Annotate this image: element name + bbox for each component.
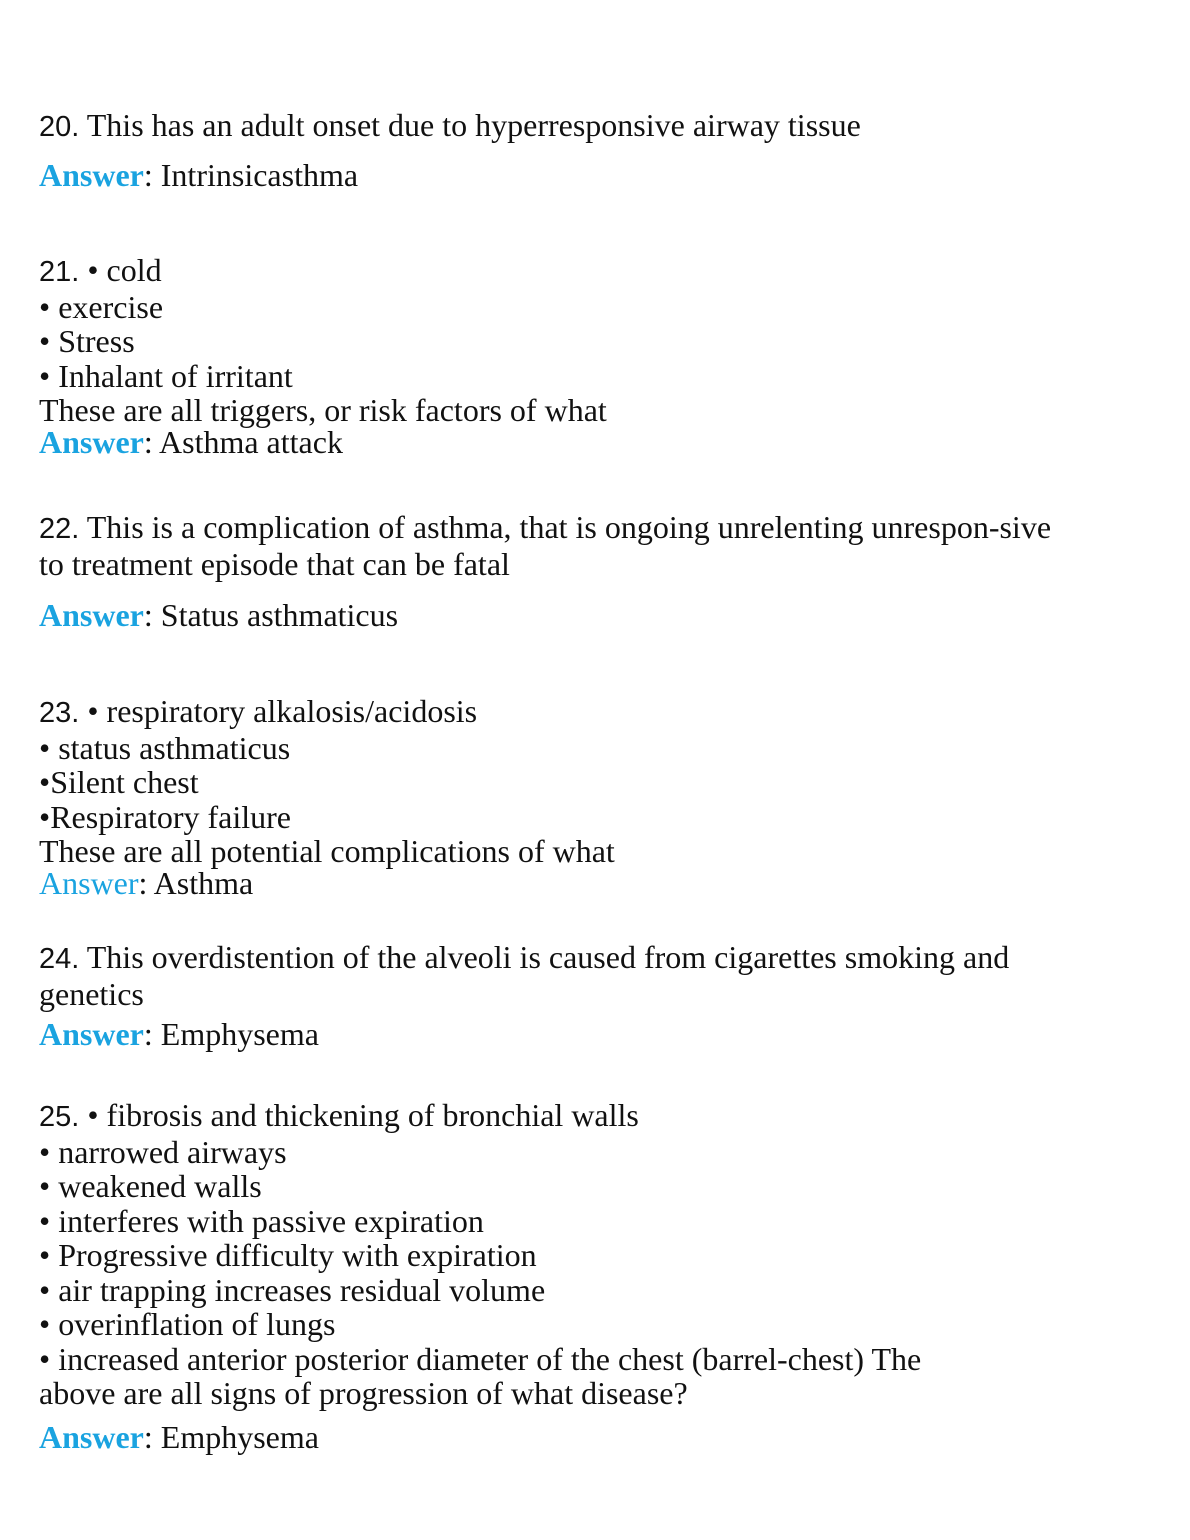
question-line: These are all potential complications of what xyxy=(39,833,615,869)
question-22 xyxy=(39,510,1159,581)
question-line: • air trapping increases residual volume xyxy=(39,1271,546,1308)
question-line xyxy=(39,253,1159,290)
question-line: •Silent chest xyxy=(39,764,199,800)
question-line xyxy=(39,694,1159,731)
answer-label: Answer xyxy=(39,1016,144,1052)
answer-text: : Status asthmaticus xyxy=(143,597,399,633)
question-number: 25. xyxy=(39,1101,80,1133)
question-line xyxy=(39,1098,1159,1135)
question-line: • increased anterior posterior diameter of the chest (barrel-chest) The xyxy=(39,1340,922,1377)
question-text: This has an adult onset due to hyperresponsive airway tissue xyxy=(86,107,861,143)
question-line: • Progressive difficulty with expiration xyxy=(39,1237,537,1273)
answer-text: : Asthma attack xyxy=(143,424,343,460)
question-line: above are all signs of progression of what disease? xyxy=(39,1375,688,1411)
question-line: • Inhalant of irritant xyxy=(39,357,293,394)
question-line: These are all triggers, or risk factors of what xyxy=(39,392,607,428)
question-line: to treatment episode that can be fatal xyxy=(39,545,510,582)
answer-label: Answer xyxy=(39,424,144,460)
answer-text: : Intrinsicasthma xyxy=(143,157,359,193)
question-line: •Respiratory failure xyxy=(39,798,291,835)
answer-21 xyxy=(39,425,343,460)
question-number: 22. xyxy=(39,513,80,545)
answer-24 xyxy=(39,1017,319,1052)
question-20 xyxy=(39,108,1159,145)
question-text: • respiratory alkalosis/acidosis xyxy=(87,693,478,729)
question-text: This is a complication of asthma, that is ongoing unrelenting unrespon-sive xyxy=(86,509,1052,545)
question-line: genetics xyxy=(39,975,144,1012)
question-line: • narrowed airways xyxy=(39,1133,287,1170)
question-24 xyxy=(39,940,1159,1011)
question-line xyxy=(39,108,1159,145)
question-number: 24. xyxy=(39,943,80,975)
answer-label: Answer xyxy=(39,597,144,633)
question-text: • cold xyxy=(87,252,162,288)
question-number: 23. xyxy=(39,697,80,729)
question-number: 21. xyxy=(39,256,80,288)
answer-text: : Emphysema xyxy=(143,1016,319,1052)
answer-label: Answer xyxy=(39,1419,144,1455)
question-23 xyxy=(39,694,1159,869)
answer-label: Answer xyxy=(39,865,139,901)
answer-label: Answer xyxy=(39,157,144,193)
answer-text: : Asthma xyxy=(138,865,254,901)
question-line: • status asthmaticus xyxy=(39,729,291,766)
question-line xyxy=(39,510,1159,547)
question-21 xyxy=(39,253,1159,428)
answer-23 xyxy=(39,866,253,901)
answer-text: : Emphysema xyxy=(143,1419,319,1455)
question-line: • overinflation of lungs xyxy=(39,1306,336,1342)
question-line xyxy=(39,940,1159,977)
question-line: • interferes with passive expiration xyxy=(39,1202,484,1239)
question-line: • weakened walls xyxy=(39,1168,262,1204)
question-number: 20. xyxy=(39,111,80,143)
question-text: • fibrosis and thickening of bronchial walls xyxy=(87,1097,639,1133)
answer-20 xyxy=(39,158,358,193)
question-line: • Stress xyxy=(39,323,135,359)
question-line: • exercise xyxy=(39,288,164,325)
question-text: This overdistention of the alveoli is caused from cigarettes smoking and xyxy=(86,939,1010,975)
question-25 xyxy=(39,1098,1159,1411)
answer-25 xyxy=(39,1420,319,1455)
answer-22 xyxy=(39,598,398,633)
